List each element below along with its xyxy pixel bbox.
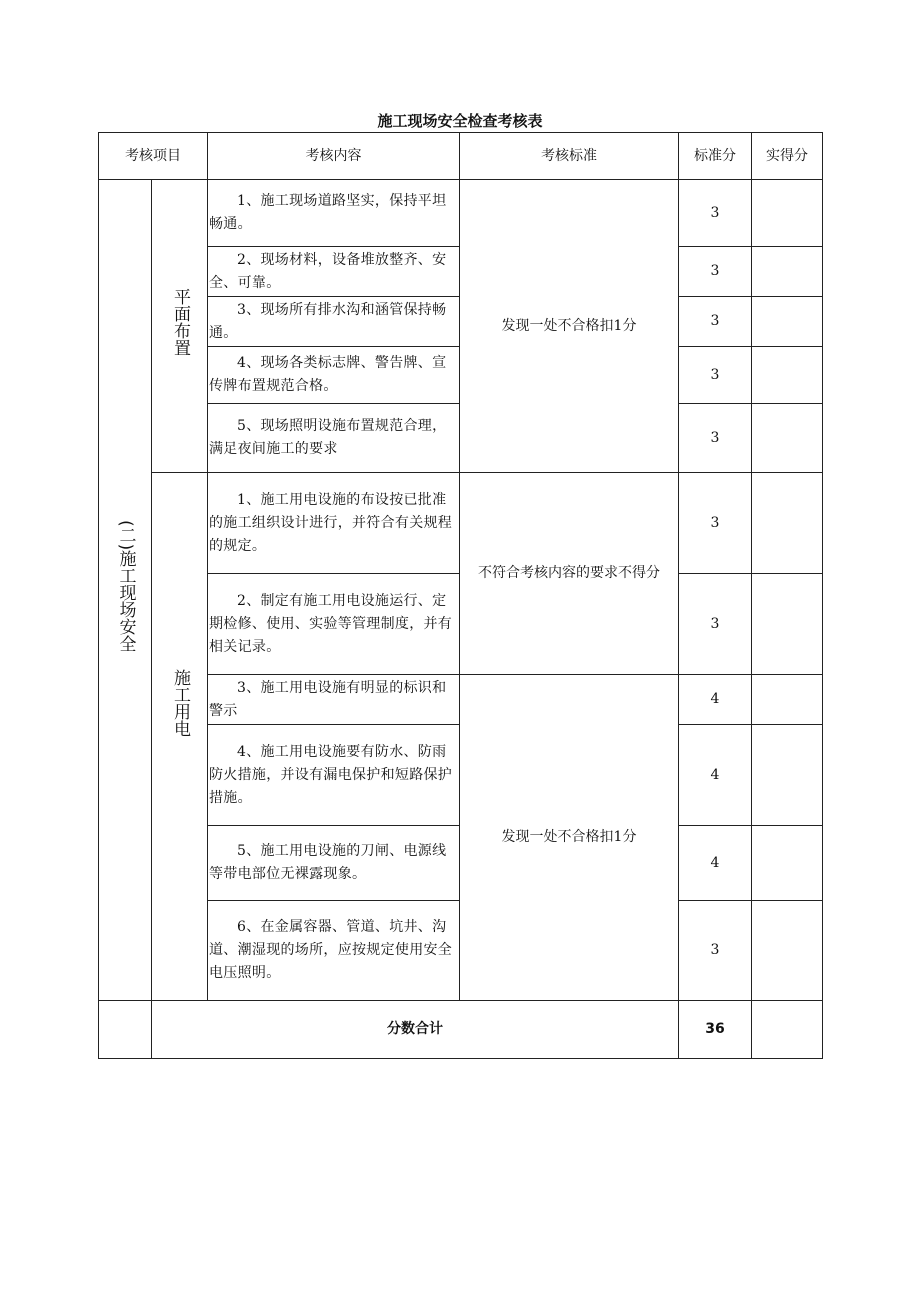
- actual-score-cell[interactable]: [752, 901, 823, 1001]
- criteria-cell: 不符合考核内容的要求不得分: [460, 473, 679, 675]
- table-row: [99, 473, 823, 574]
- content-cell: 6、在金属容器、管道、坑井、沟道、潮湿现的场所，应按规定使用安全电压照明。: [208, 901, 460, 1001]
- total-row: [99, 1001, 823, 1059]
- table-row: [99, 675, 823, 725]
- standard-score-cell: 4: [679, 675, 752, 725]
- actual-score-cell[interactable]: [752, 574, 823, 675]
- actual-score-cell[interactable]: [752, 826, 823, 901]
- actual-score-cell[interactable]: [752, 675, 823, 725]
- total-label: 分数合计: [152, 1001, 679, 1059]
- content-cell: 1、施工现场道路坚实，保持平坦畅通。: [208, 180, 460, 247]
- header-content: 考核内容: [208, 133, 460, 180]
- standard-score-cell: 4: [679, 725, 752, 826]
- standard-score-cell: 3: [679, 247, 752, 297]
- header-standard-score: 标准分: [679, 133, 752, 180]
- header-row: [99, 133, 823, 180]
- header-item: 考核项目: [99, 133, 208, 180]
- total-value: 36: [679, 1001, 752, 1059]
- content-cell: 3、施工用电设施有明显的标识和警示: [208, 675, 460, 725]
- standard-score-cell: 3: [679, 574, 752, 675]
- standard-score-cell: 4: [679, 826, 752, 901]
- content-cell: 5、现场照明设施布置规范合理，满足夜间施工的要求: [208, 404, 460, 473]
- table-row: [99, 180, 823, 247]
- actual-score-cell[interactable]: [752, 473, 823, 574]
- standard-score-cell: 3: [679, 901, 752, 1001]
- standard-score-cell: 3: [679, 297, 752, 347]
- total-blank-cell: [99, 1001, 152, 1059]
- actual-score-cell[interactable]: [752, 725, 823, 826]
- assessment-table: [98, 132, 823, 1059]
- content-cell: 4、现场各类标志牌、警告牌、宣传牌布置规范合格。: [208, 347, 460, 404]
- criteria-cell: 发现一处不合格扣1分: [460, 675, 679, 1001]
- standard-score-cell: 3: [679, 347, 752, 404]
- actual-score-cell[interactable]: [752, 347, 823, 404]
- total-actual-cell[interactable]: [752, 1001, 823, 1059]
- section-name-layout: 平面布置: [152, 180, 208, 473]
- actual-score-cell[interactable]: [752, 404, 823, 473]
- standard-score-cell: 3: [679, 473, 752, 574]
- actual-score-cell[interactable]: [752, 180, 823, 247]
- content-cell: 3、现场所有排水沟和涵管保持畅通。: [208, 297, 460, 347]
- page-title: 施工现场安全检查考核表: [377, 112, 543, 130]
- content-cell: 1、施工用电设施的布设按已批准的施工组织设计进行，并符合有关规程的规定。: [208, 473, 460, 574]
- header-actual-score: 实得分: [752, 133, 823, 180]
- criteria-cell: 发现一处不合格扣1分: [460, 180, 679, 473]
- section-name-electricity: 施工用电: [152, 473, 208, 1001]
- standard-score-cell: 3: [679, 404, 752, 473]
- category-cell: (二)施工现场安全: [99, 180, 152, 1001]
- actual-score-cell[interactable]: [752, 297, 823, 347]
- standard-score-cell: 3: [679, 180, 752, 247]
- content-cell: 2、制定有施工用电设施运行、定期检修、使用、实验等管理制度，并有相关记录。: [208, 574, 460, 675]
- actual-score-cell[interactable]: [752, 247, 823, 297]
- header-criteria: 考核标准: [460, 133, 679, 180]
- content-cell: 5、施工用电设施的刀闸、电源线等带电部位无裸露现象。: [208, 826, 460, 901]
- content-cell: 2、现场材料，设备堆放整齐、安全、可靠。: [208, 247, 460, 297]
- content-cell: 4、施工用电设施要有防水、防雨防火措施，并设有漏电保护和短路保护措施。: [208, 725, 460, 826]
